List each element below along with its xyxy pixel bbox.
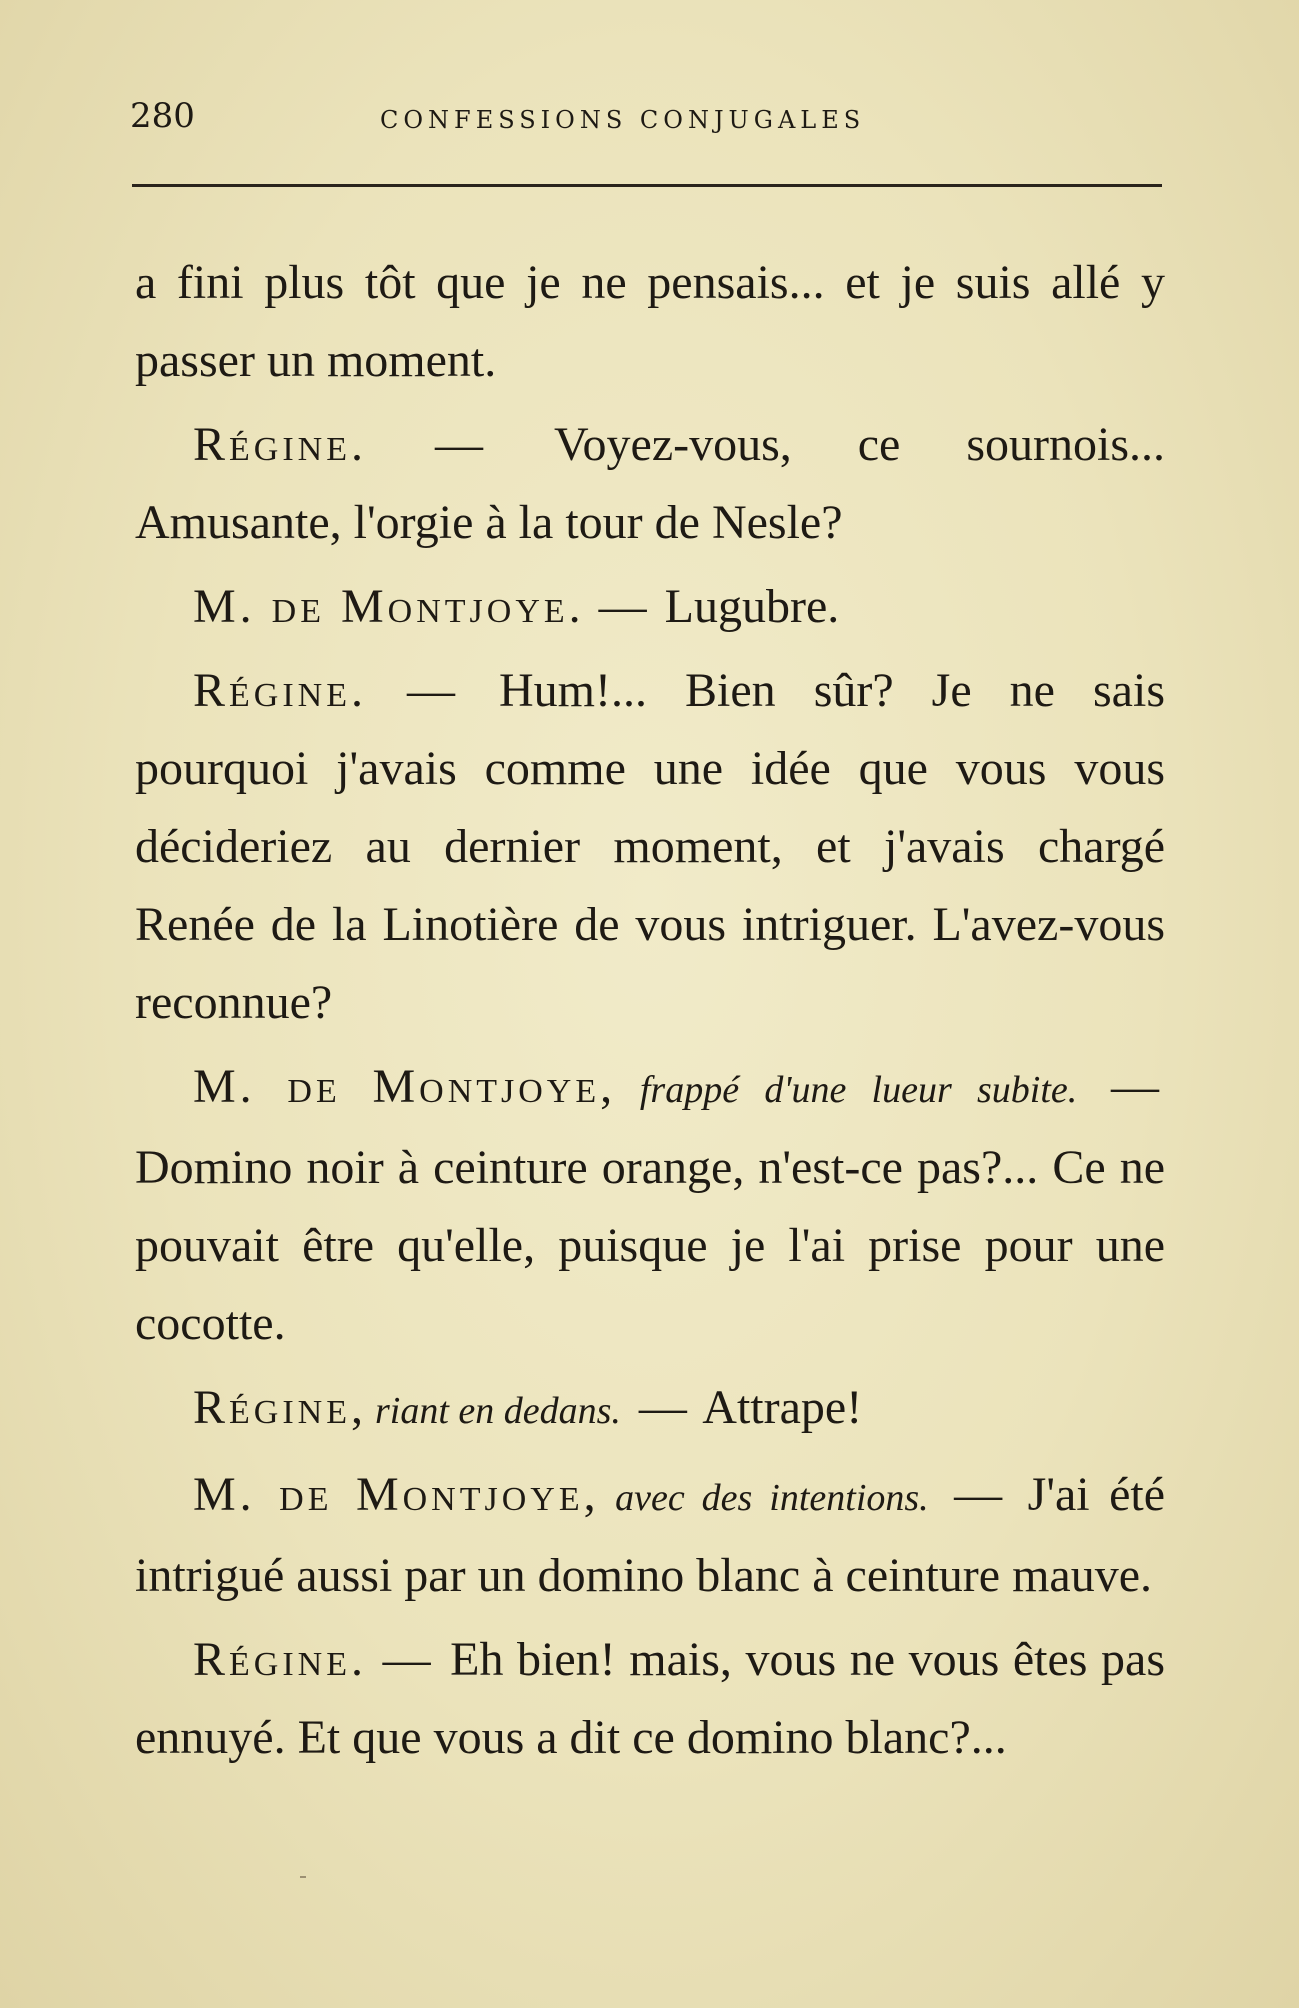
speaker-name: M. de Montjoye bbox=[193, 580, 569, 633]
stage-direction: frappé d'une lueur subite. bbox=[639, 1069, 1078, 1111]
em-dash: — bbox=[434, 418, 483, 471]
em-dash: — bbox=[382, 1633, 431, 1686]
paragraph bbox=[135, 1621, 1165, 1777]
speaker-name: Régine bbox=[193, 418, 351, 471]
speaker-name: Régine bbox=[193, 664, 351, 717]
body-text bbox=[135, 244, 1165, 1783]
stage-direction: avec des intentions. bbox=[615, 1477, 929, 1519]
paragraph bbox=[135, 244, 1165, 400]
paragraph-text: Domino noir à ceinture orange, n'est-ce pas?... Ce ne pouvait être qu'elle, puisque je l'ai prise pour une cocotte. bbox=[135, 1141, 1165, 1350]
speaker-punct: , bbox=[600, 1060, 613, 1113]
paragraph bbox=[135, 1456, 1165, 1615]
em-dash: — bbox=[1111, 1060, 1159, 1113]
paragraph-text: J'ai été intrigué aussi par un domino blanc à ceinture mauve. bbox=[135, 1468, 1166, 1602]
header-rule bbox=[132, 184, 1162, 187]
speaker-punct: . bbox=[350, 1633, 363, 1686]
paper-speck bbox=[300, 1876, 306, 1878]
speaker-punct: , bbox=[350, 1381, 363, 1434]
paragraph-text: Lugubre. bbox=[664, 580, 840, 633]
paragraph bbox=[135, 652, 1165, 1042]
em-dash: — bbox=[598, 580, 647, 633]
speaker-name: Régine bbox=[193, 1381, 351, 1434]
paragraph-text: Hum!... Bien sûr? Je ne sais pourquoi j'avais comme une idée que vous vous décideriez au dernier moment, et j'avais chargé Renée de la Linotière de vous intriguer. L'avez-vous reconnue? bbox=[135, 664, 1165, 1029]
running-head: CONFESSIONS CONJUGALES bbox=[380, 106, 866, 134]
speaker-punct: . bbox=[350, 664, 363, 717]
paragraph-text: Attrape! bbox=[702, 1381, 863, 1434]
paragraph-text: Voyez-vous, ce sournois... Amusante, l'orgie à la tour de Nesle? bbox=[135, 418, 1165, 549]
speaker-name: Régine bbox=[193, 1633, 351, 1686]
em-dash: — bbox=[954, 1468, 1003, 1521]
speaker-punct: , bbox=[583, 1468, 596, 1521]
paragraph-text: a fini plus tôt que je ne pensais... et je suis allé y passer un moment. bbox=[135, 256, 1165, 387]
page-header bbox=[130, 96, 1160, 146]
paragraph bbox=[135, 406, 1165, 562]
paragraph bbox=[135, 1048, 1165, 1363]
speaker-punct: . bbox=[350, 418, 363, 471]
paragraph bbox=[135, 568, 1165, 646]
speaker-punct: . bbox=[568, 580, 581, 633]
stage-direction: riant en dedans. bbox=[374, 1390, 621, 1432]
em-dash: — bbox=[638, 1381, 687, 1434]
em-dash: — bbox=[407, 664, 455, 717]
paragraph-text: Eh bien! mais, vous ne vous êtes pas ennuyé. Et que vous a dit ce domino blanc?... bbox=[135, 1633, 1166, 1764]
paragraph bbox=[135, 1369, 1165, 1450]
speaker-name: M. de Montjoye bbox=[193, 1468, 584, 1521]
speaker-name: M. de Montjoye bbox=[193, 1060, 601, 1113]
page-number: 280 bbox=[130, 96, 195, 136]
